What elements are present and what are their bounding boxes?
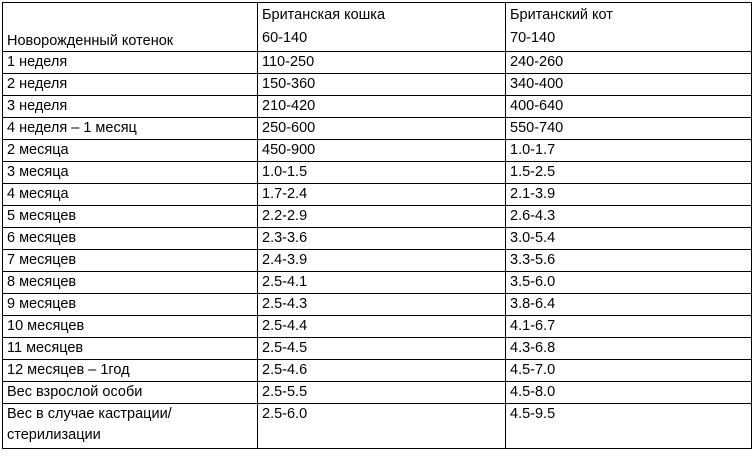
cell-female: 450-900: [258, 140, 506, 162]
cell-age: 2 месяца: [3, 140, 258, 162]
cell-age: 9 месяцев: [3, 294, 258, 316]
table-row: [3, 382, 752, 404]
table-row: [3, 52, 752, 74]
table-row: [3, 250, 752, 272]
cell-male: 240-260: [506, 52, 752, 74]
table-row: [3, 74, 752, 96]
column-header-female: [258, 3, 506, 52]
cell-male: 4.3-6.8: [506, 338, 752, 360]
cell-male: 4.1-6.7: [506, 316, 752, 338]
cell-female: 2.4-3.9: [258, 250, 506, 272]
cell-female: 110-250: [258, 52, 506, 74]
table-row: [3, 228, 752, 250]
cell-age: 3 месяца: [3, 162, 258, 184]
cell-female: 2.3-3.6: [258, 228, 506, 250]
cell-age: 6 месяцев: [3, 228, 258, 250]
table-row: [3, 404, 752, 449]
table-row: [3, 272, 752, 294]
cell-male: 550-740: [506, 118, 752, 140]
table-row: [3, 338, 752, 360]
cell-female: 2.5-4.5: [258, 338, 506, 360]
cell-age: 4 неделя – 1 месяц: [3, 118, 258, 140]
column-header-male: [506, 3, 752, 52]
cell-age: 2 неделя: [3, 74, 258, 96]
newborn-label-cell: Новорожденный котенок: [3, 3, 258, 52]
table-row: [3, 184, 752, 206]
cell-female: 150-360: [258, 74, 506, 96]
cell-male: 3.5-6.0: [506, 272, 752, 294]
cell-age: 4 месяца: [3, 184, 258, 206]
cell-male: 340-400: [506, 74, 752, 96]
cell-age: 10 месяцев: [3, 316, 258, 338]
cell-age: 12 месяцев – 1год: [3, 360, 258, 382]
table-row: [3, 360, 752, 382]
cell-age: Вес взрослой особи: [3, 382, 258, 404]
table-row: [3, 294, 752, 316]
cell-female: 2.5-4.4: [258, 316, 506, 338]
cell-male: 4.5-7.0: [506, 360, 752, 382]
cell-age: 8 месяцев: [3, 272, 258, 294]
table-row: [3, 118, 752, 140]
table-row: [3, 162, 752, 184]
cell-female: 2.5-6.0: [258, 404, 506, 449]
table-body: [3, 52, 752, 449]
cell-age: 11 месяцев: [3, 338, 258, 360]
cell-male: 1.5-2.5: [506, 162, 752, 184]
cell-female: 2.5-4.3: [258, 294, 506, 316]
cell-female: 250-600: [258, 118, 506, 140]
cell-male: 2.6-4.3: [506, 206, 752, 228]
cell-age: 3 неделя: [3, 96, 258, 118]
table-row: [3, 140, 752, 162]
table-row: [3, 316, 752, 338]
cell-male: 2.1-3.9: [506, 184, 752, 206]
cell-male: 3.3-5.6: [506, 250, 752, 272]
cell-male: 3.0-5.4: [506, 228, 752, 250]
newborn-female-value: 60-140: [262, 30, 308, 46]
cell-age: Вес в случае кастрации/стерилизации: [3, 404, 258, 449]
column-title-female: Британская кошка: [262, 7, 386, 23]
table-row: [3, 96, 752, 118]
cell-age: 5 месяцев: [3, 206, 258, 228]
cell-female: 210-420: [258, 96, 506, 118]
cell-female: 2.5-4.1: [258, 272, 506, 294]
column-title-male: Британский кот: [510, 7, 613, 23]
cell-male: 1.0-1.7: [506, 140, 752, 162]
cell-male: 4.5-8.0: [506, 382, 752, 404]
cell-male: 400-640: [506, 96, 752, 118]
cell-female: 2.5-4.6: [258, 360, 506, 382]
newborn-male-value: 70-140: [510, 30, 556, 46]
cell-male: 4.5-9.5: [506, 404, 752, 449]
cell-female: 2.5-5.5: [258, 382, 506, 404]
table-row: [3, 206, 752, 228]
cell-female: 1.0-1.5: [258, 162, 506, 184]
cell-age: 1 неделя: [3, 52, 258, 74]
weight-table: [2, 2, 752, 449]
cell-female: 1.7-2.4: [258, 184, 506, 206]
cell-female: 2.2-2.9: [258, 206, 506, 228]
header-row: [3, 3, 752, 52]
cell-age: 7 месяцев: [3, 250, 258, 272]
cell-male: 3.8-6.4: [506, 294, 752, 316]
